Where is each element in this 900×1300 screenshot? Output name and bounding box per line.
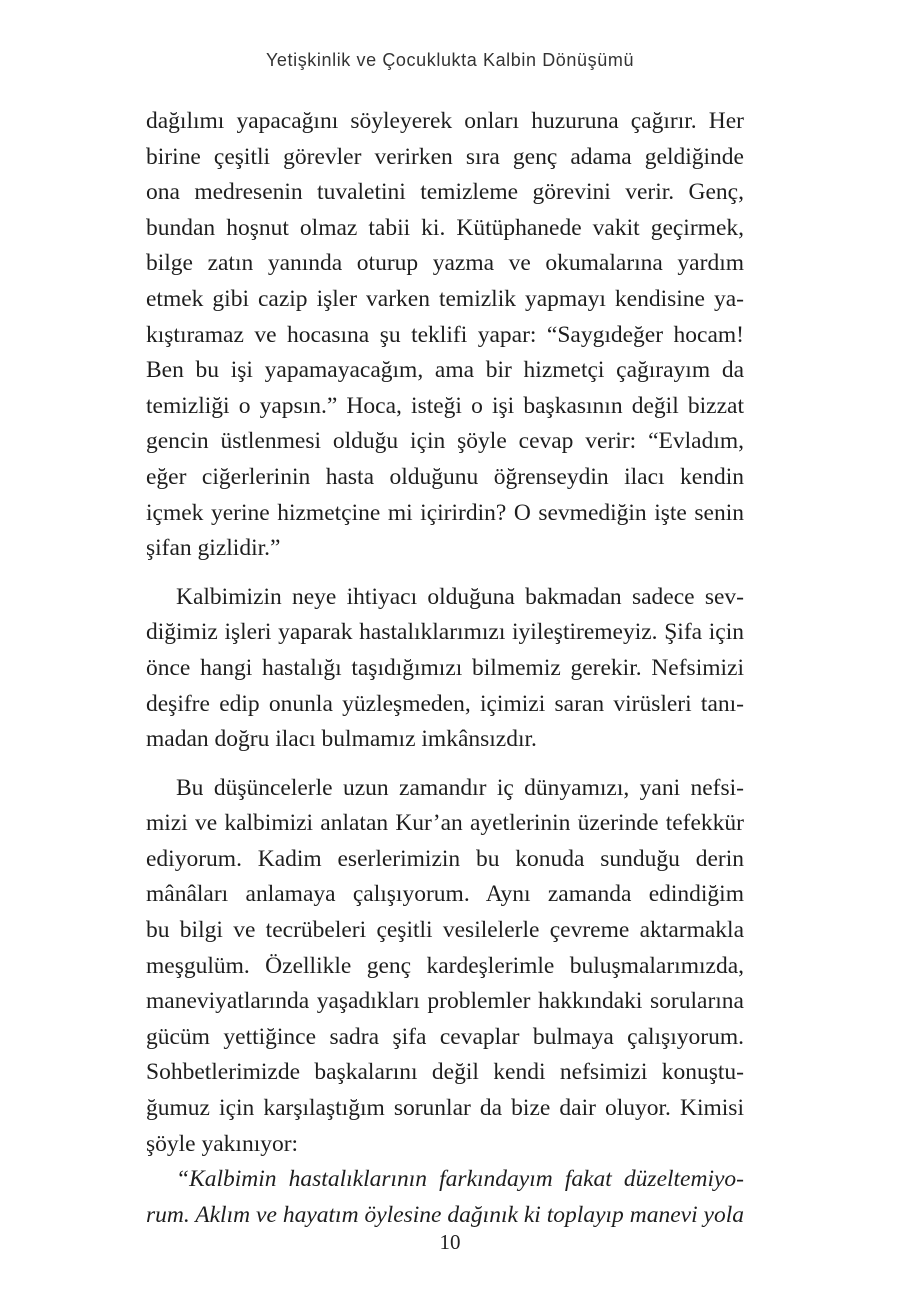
text-line: bilge zatın yanında oturup yazma ve okumalarına yardım <box>146 250 744 277</box>
page-number: 10 <box>439 1230 461 1254</box>
text-line: maneviyatlarında yaşadıkları problemler hakkındaki sorularına <box>146 988 744 1015</box>
text-line: gücüm yettiğince sadra şifa cevaplar bulmaya çalışıyorum. <box>146 1023 744 1050</box>
paragraph-1 <box>146 104 744 567</box>
body-text <box>146 104 744 1233</box>
paragraph-2 <box>146 580 744 758</box>
text-line: ediyorum. Kadim eserlerimizin bu konuda sunduğu derin <box>146 845 744 872</box>
text-line: temizliği o yapsın.” Hoca, isteği o işi başkasının değil bizzat <box>146 392 744 419</box>
text-line: Sohbetlerimizde başkalarını değil kendi nefsimizi konuştu- <box>146 1059 744 1086</box>
text-line: şifan gizlidir.” <box>146 535 281 562</box>
text-line: mizi ve kalbimizi anlatan Kur’an ayetlerinin üzerinde tefekkür <box>146 810 744 837</box>
text-line: Ben bu işi yapamayacağım, ama bir hizmetçi çağırayım da <box>146 357 744 384</box>
paragraph-gap <box>146 567 744 580</box>
text-line: şöyle yakınıyor: <box>146 1130 299 1157</box>
text-line: ona medresenin tuvaletini temizleme görevini verir. Genç, <box>146 179 744 206</box>
text-line: gencin üstlenmesi olduğu için şöyle cevap verir: “Evladım, <box>146 428 744 455</box>
quote-line: “Kalbimin hastalıklarının farkındayım fakat düzeltemiyo- <box>176 1166 744 1193</box>
text-line: içmek yerine hizmetçine mi içirirdin? O sevmediğin işte senin <box>146 499 744 526</box>
text-line: deşifre edip onunla yüzleşmeden, içimizi saran virüsleri tanı- <box>146 690 744 717</box>
text-line: etmek gibi cazip işler varken temizlik yapmayı kendisine ya- <box>146 285 744 312</box>
text-line: diğimiz işleri yaparak hastalıklarımızı iyileştiremeyiz. Şifa için <box>146 619 744 646</box>
text-line: önce hangi hastalığı taşıdığımızı bilmemiz gerekir. Nefsimizi <box>146 654 744 681</box>
paragraph-3 <box>146 771 744 1163</box>
text-line: kıştıramaz ve hocasına şu teklifi yapar: “Saygıdeğer hocam! <box>146 321 744 348</box>
quote-line: rum. Aklım ve hayatım öylesine dağınık ki toplayıp manevi yola <box>146 1201 744 1228</box>
text-line: madan doğru ilacı bulmamız imkânsızdır. <box>146 726 537 753</box>
text-line: eğer ciğerlerinin hasta olduğunu öğrenseydin ilacı kendin <box>146 463 744 490</box>
running-head: Yetişkinlik ve Çocuklukta Kalbin Dönüşümü <box>265 50 635 70</box>
text-line: mânâları anlamaya çalışıyorum. Aynı zamanda edindiğim <box>146 881 744 908</box>
text-line: meşgulüm. Özellikle genç kardeşlerimle buluşmalarımızda, <box>146 952 744 979</box>
text-line: Bu düşüncelerle uzun zamandır iç dünyamızı, yani nefsi- <box>176 774 744 801</box>
text-line: birine çeşitli görevler verirken sıra genç adama geldiğinde <box>146 143 744 170</box>
text-line: Kalbimizin neye ihtiyacı olduğuna bakmadan sadece sev- <box>176 583 744 610</box>
paragraph-gap <box>146 758 744 771</box>
text-line: dağılımı yapacağını söyleyerek onları huzuruna çağırır. Her <box>146 108 744 134</box>
quote-paragraph <box>146 1162 744 1233</box>
text-line: bu bilgi ve tecrübeleri çeşitli vesilelerle çevreme aktarmakla <box>146 917 744 944</box>
text-line: ğumuz için karşılaştığım sorunlar da bize dair oluyor. Kimisi <box>146 1095 744 1122</box>
text-line: bundan hoşnut olmaz tabii ki. Kütüphanede vakit geçirmek, <box>146 214 744 241</box>
